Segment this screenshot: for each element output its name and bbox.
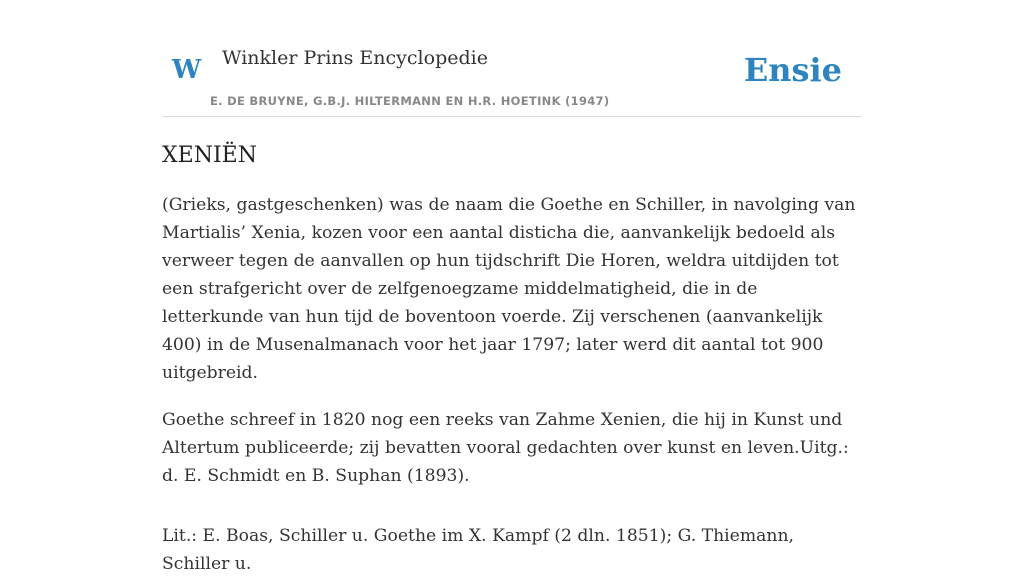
- winkler-prins-logo[interactable]: W: [172, 55, 202, 85]
- source-authors: E. DE BRUYNE, G.B.J. HILTERMANN EN H.R. HOETINK (1947): [210, 94, 610, 108]
- article-title: XENIËN: [162, 143, 257, 168]
- source-header: [162, 0, 862, 117]
- ensie-logo-link[interactable]: Ensie: [743, 51, 842, 89]
- article-paragraph: Goethe schreef in 1820 nog een reeks van Zahme Xenien, die hij in Kunst und Altertum publiceerde; zij bevatten vooral gedachten over kunst en leven.Uitg.: d. E. Schmidt en B. Suphan (1893).: [162, 410, 849, 486]
- page: [162, 0, 862, 578]
- source-title[interactable]: Winkler Prins Encyclopedie: [222, 47, 488, 69]
- literature-paragraph: Lit.: E. Boas, Schiller u. Goethe im X. Kampf (2 dln. 1851); G. Thiemann, Schiller u.: [162, 526, 794, 574]
- article-paragraph: (Grieks, gastgeschenken) was de naam die Goethe en Schiller, in navolging van Martialis’ Xenia, kozen voor een aantal disticha die, aanvankelijk bedoeld als verweer tegen de aanvallen op hun tijdschrift Die Horen, weldra uitdijden tot een strafgericht over de zelfgenoegzame middelmatigheid, die in de letterkunde van hun tijd de boventoon voerde. Zij verschenen (aanvankelijk 400) in de Musenalmanach voor het jaar 1797; later werd dit aantal tot 900 uitgebreid.: [162, 195, 856, 383]
